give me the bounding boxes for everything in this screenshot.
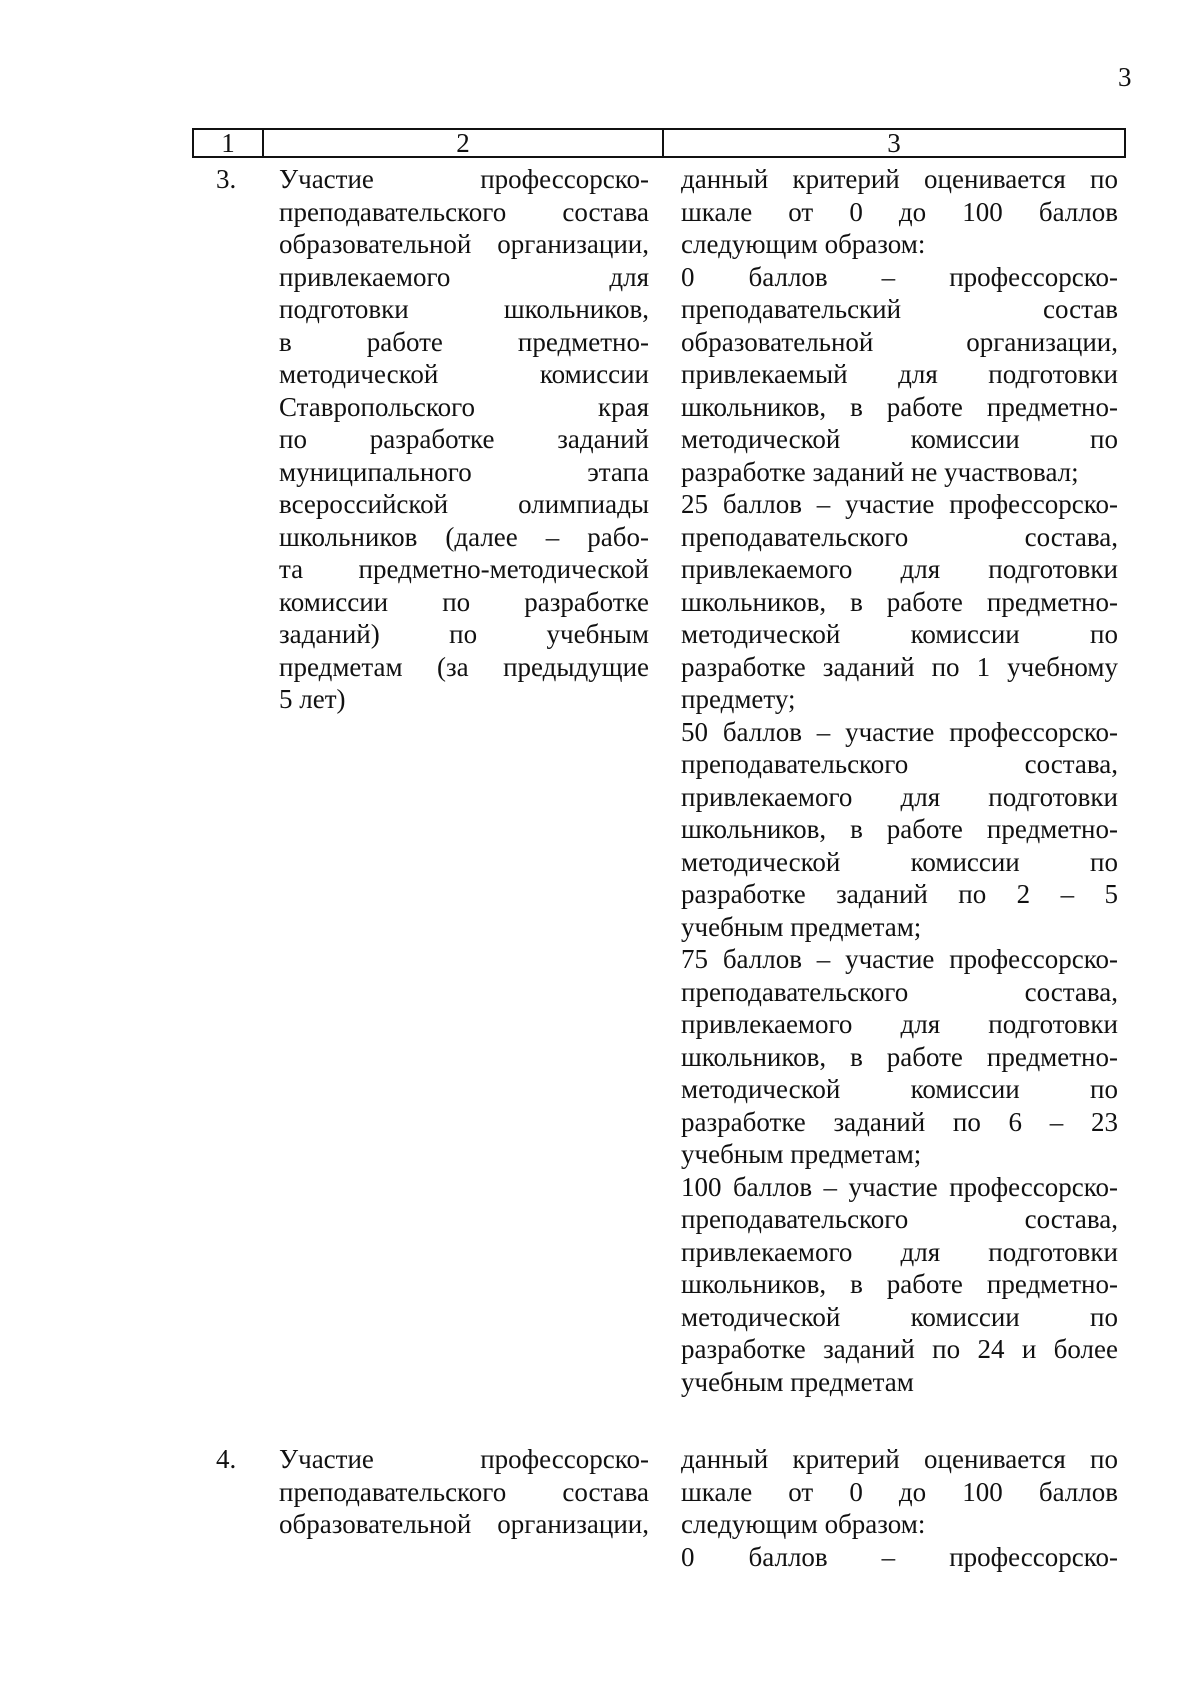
text-line: школьников, в работе предметно-	[681, 1269, 1118, 1299]
text-line: муниципального этапа	[279, 456, 649, 487]
text-line: 0 баллов – профессорско-	[681, 1541, 1118, 1572]
text-line: привлекаемого для	[279, 261, 649, 292]
text-line: преподавательского состава,	[681, 749, 1118, 779]
text-line: учебным предметам	[681, 1366, 914, 1397]
text-line: преподавательского состава,	[681, 521, 1118, 552]
row-4-criterion	[279, 1443, 649, 1541]
text-line: та предметно-методической	[279, 554, 649, 584]
row-4-number: 4.	[216, 1444, 237, 1474]
text-line: привлекаемого для подготовки	[681, 1009, 1118, 1039]
text-line: привлекаемого для подготовки	[681, 554, 1118, 584]
text-line: 0 баллов – профессорско-	[681, 261, 1118, 292]
row-3-criterion	[279, 163, 649, 716]
text-line: Участие профессорско-	[279, 1444, 649, 1474]
text-line: комиссии по разработке	[279, 586, 649, 617]
text-line: данный критерий оценивается по	[681, 1444, 1118, 1474]
header-cell-1: 1	[194, 130, 264, 156]
text-line: преподавательского состава,	[681, 976, 1118, 1007]
text-line: привлекаемый для подготовки	[681, 359, 1118, 389]
text-line: Участие профессорско-	[279, 164, 649, 194]
text-line: школьников, в работе предметно-	[681, 586, 1118, 617]
text-line: шкале от 0 до 100 баллов	[681, 1476, 1118, 1507]
text-line: разработке заданий по 2 – 5	[681, 879, 1118, 909]
text-line: шкале от 0 до 100 баллов	[681, 196, 1118, 227]
text-line: в работе предметно-	[279, 326, 649, 357]
text-line: преподавательского состава	[279, 1476, 649, 1507]
text-line: заданий) по учебным	[279, 619, 649, 649]
text-line: преподавательский состав	[681, 294, 1118, 324]
text-line: 75 баллов – участие профессорско-	[681, 944, 1118, 974]
row-3-scoring	[681, 163, 1118, 1398]
text-line: образовательной организации,	[681, 326, 1118, 357]
text-line: разработке заданий по 6 – 23	[681, 1106, 1118, 1137]
text-line: разработке заданий по 1 учебному	[681, 651, 1118, 682]
text-line: методической комиссии по	[681, 1074, 1118, 1104]
text-line: школьников (далее – рабо-	[279, 521, 649, 552]
page-number: 3	[1118, 62, 1132, 92]
text-line: данный критерий оценивается по	[681, 164, 1118, 194]
text-line: образовательной организации,	[279, 229, 649, 259]
text-line: разработке заданий по 24 и более	[681, 1334, 1118, 1364]
row-3-number: 3.	[216, 164, 237, 194]
text-line: предметам (за предыдущие	[279, 651, 649, 682]
text-line: предмету;	[681, 684, 796, 714]
text-line: подготовки школьников,	[279, 294, 649, 324]
header-cell-3: 3	[887, 128, 901, 158]
text-line: разработке заданий не участвовал;	[681, 456, 1079, 487]
text-line: всероссийской олимпиады	[279, 489, 649, 519]
text-line: учебным предметам;	[681, 1139, 922, 1169]
text-line: привлекаемого для подготовки	[681, 1236, 1118, 1267]
text-line: методической комиссии по	[681, 1301, 1118, 1332]
text-line: 25 баллов – участие профессорско-	[681, 489, 1118, 519]
text-line: методической комиссии по	[681, 619, 1118, 649]
text-line: методической комиссии	[279, 359, 649, 389]
text-line: методической комиссии по	[681, 424, 1118, 454]
text-line: следующим образом:	[681, 1509, 926, 1539]
text-line: преподавательского состава	[279, 196, 649, 227]
text-line: 5 лет)	[279, 684, 346, 714]
text-line: привлекаемого для подготовки	[681, 781, 1118, 812]
text-line: методической комиссии по	[681, 846, 1118, 877]
text-line: преподавательского состава,	[681, 1204, 1118, 1234]
text-line: 50 баллов – участие профессорско-	[681, 716, 1118, 747]
text-line: 100 баллов – участие профессорско-	[681, 1171, 1118, 1202]
text-line: следующим образом:	[681, 229, 926, 259]
text-line: учебным предметам;	[681, 911, 922, 942]
text-line: школьников, в работе предметно-	[681, 391, 1118, 422]
text-line: по разработке заданий	[279, 424, 649, 454]
text-line: Ставропольского края	[279, 391, 649, 422]
text-line: образовательной организации,	[279, 1509, 649, 1539]
text-line: школьников, в работе предметно-	[681, 1041, 1118, 1072]
header-cell-2: 2	[264, 130, 664, 156]
text-line: школьников, в работе предметно-	[681, 814, 1118, 844]
row-4-scoring	[681, 1443, 1118, 1573]
table-header-row	[192, 128, 1126, 158]
